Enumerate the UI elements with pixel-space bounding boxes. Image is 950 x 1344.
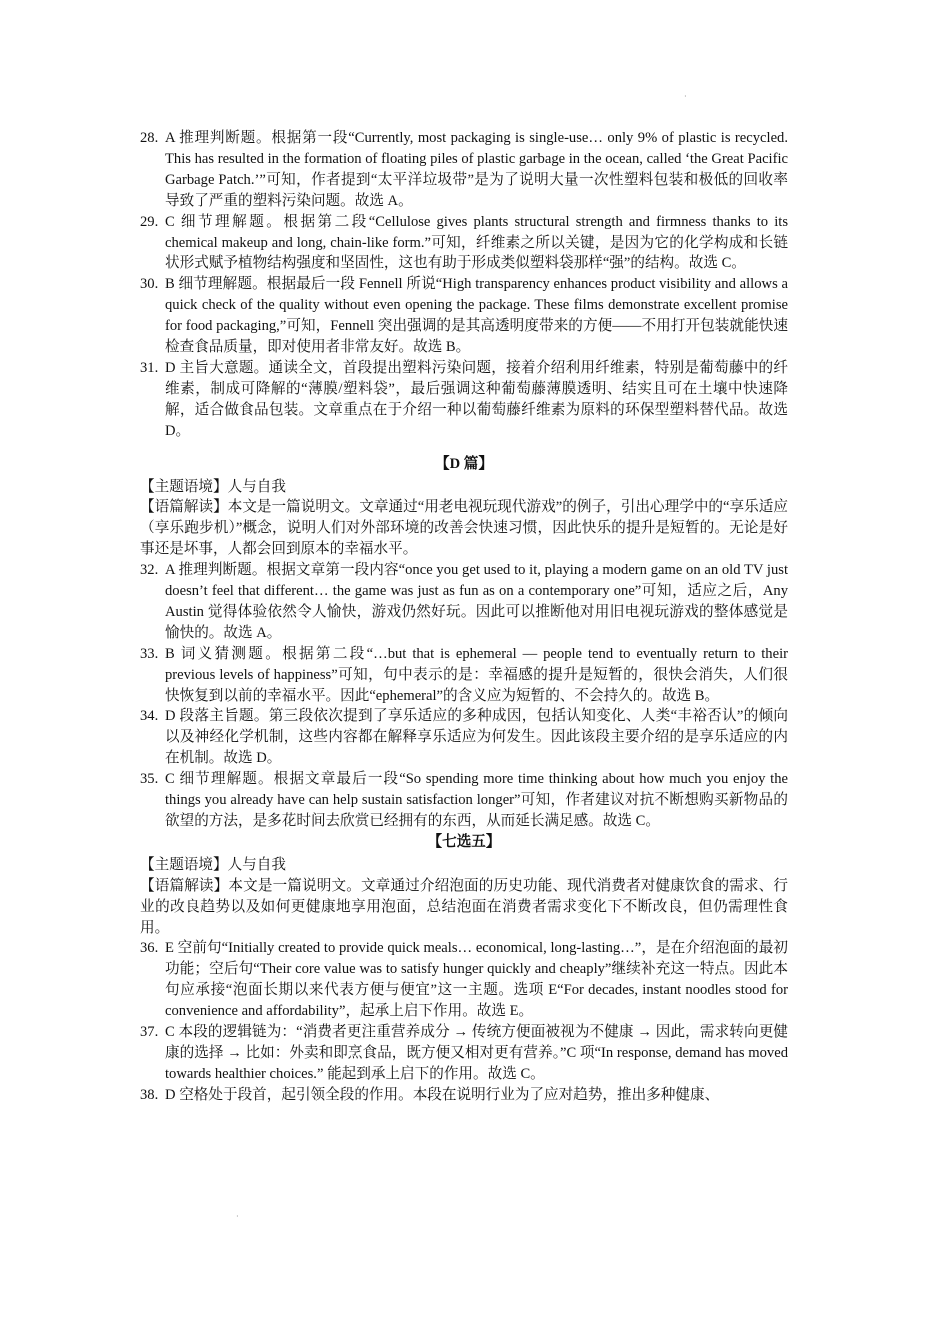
answer-item (140, 644, 788, 707)
answer-explanation: A 推理判断题。根据第一段“Currently, most packaging is single-use… only 9% of plastic is recycled. This has resulted in the formation of floating piles of plastic garbage in the ocean, called ‘the Great Pacific Garbage Patch.’”可知，作者提到“太平洋垃圾带”是为了说明大量一次性塑料包装和极低的回收率导致了严重的塑料污染问题。故选 A。 (165, 130, 788, 209)
section-d-reading: 【语篇解读】本文是一篇说明文。文章通过“用老电视玩现代游戏”的例子，引出心理学中的“享乐适应（享乐跑步机）”概念，说明人们对外部环境的改善会快速习惯，因此快乐的提升是短暂的。无论是好事还是坏事，人都会回到原本的幸福水平。 (140, 499, 788, 558)
answer-explanation: B 细节理解题。根据最后一段 Fennell 所说“High transparency enhances product visibility and allows a quick check of the quality without even opening the package. These films demonstrate excellent promise for food packaging,”可知，Fennell 突出强调的是其高透明度带来的方便——不用打开包装就能快速检查食品质量，即对使用者非常友好。故选 B。 (165, 276, 788, 356)
answer-explanation: A 推理判断题。根据文章第一段内容“once you get used to it, playing a modern game on an old TV just doesn’t feel that different… the game was just as fun as on a contemporary one”可知，适应之后，Any Austin 觉得体验依然令人愉快，游戏仍然好玩。因此可以推断他对用旧电视玩游戏的整体感觉是愉快的。故选 A。 (165, 562, 788, 641)
answer-page (140, 128, 788, 1106)
answer-item (140, 706, 788, 769)
section-c-items (140, 128, 788, 442)
answer-item (140, 1022, 788, 1085)
answer-number: 36. (140, 940, 159, 957)
answer-item (140, 128, 788, 212)
answer-explanation: D 空格处于段首，起引领全段的作用。本段在说明行业为了应对趋势，推出多种健康、 (165, 1086, 720, 1103)
answer-item (140, 212, 788, 275)
answer-explanation: D 主旨大意题。通读全文，首段提出塑料污染问题，接着介绍利用纤维素，特别是葡萄藤中的纤维素，制成可降解的“薄膜/塑料袋”，最后强调这种葡萄藤薄膜透明、结实且可在土壤中快速降解，适合做食品包装。文章重点在于介绍一种以葡萄藤纤维素为原料的环保型塑料替代品。故选 D。 (165, 359, 788, 439)
header-mark: · (684, 92, 687, 101)
answer-item (140, 938, 788, 1022)
footer-mark: · (236, 1212, 239, 1221)
answer-number: 32. (140, 562, 159, 579)
section-q-reading: 【语篇解读】本文是一篇说明文。文章通过介绍泡面的历史功能、现代消费者对健康饮食的需求、行业的改良趋势以及如何更健康地享用泡面，总结泡面在消费者需求变化下不断改良，但仍需理性食用。 (140, 877, 788, 936)
answer-explanation: E 空前句“Initially created to provide quick meals… economical, long-lasting…”，是在介绍泡面的最初功能；空后句“Their core value was to satisfy hunger quickly and cheaply”继续补充这一特点。因此本句应承接“泡面长期以来代表方便与便宜”这一主题。选项 E“For decades, instant noodles stood for convenience and affordability”，起承上启下作用。故选 E。 (165, 940, 788, 1020)
answer-number: 35. (140, 771, 159, 788)
section-d-items (140, 560, 788, 832)
answer-item (140, 358, 788, 442)
answer-number: 30. (140, 276, 159, 293)
answer-item (140, 274, 788, 358)
answer-number: 37. (140, 1024, 159, 1041)
answer-number: 31. (140, 359, 159, 376)
answer-number: 33. (140, 645, 159, 662)
answer-explanation: C 细节理解题。根据文章最后一段“So spending more time thinking about how much you enjoy the things you already have can help sustain satisfaction longer”可知，作者建议对抗不断想购买新物品的欲望的方法，是多花时间去欣赏已经拥有的东西，从而延长满足感。故选 C。 (165, 771, 788, 829)
answer-explanation: C 细节理解题。根据第二段“Cellulose gives plants structural strength and firmness thanks to its chemical makeup and long, chain-like form.”可知，纤维素之所以关键，是因为它的化学构成和长链状形式赋予植物结构强度和坚固性，这也有助于形成类似塑料袋那样“强”的结构。故选 C。 (165, 213, 788, 272)
section-q-items (140, 938, 788, 1105)
answer-item (140, 769, 788, 832)
section-d-theme: 【主题语境】人与自我 (140, 478, 286, 495)
answer-number: 38. (140, 1086, 159, 1103)
section-q-heading: 【七选五】 (427, 833, 501, 850)
answer-explanation: C 本段的逻辑链为：“消费者更注重营养成分 → 传统方便面被视为不健康 → 因此，需求转向更健康的选择 → 比如：外卖和即烹食品，既方便又相对更有营养。”C 项“In response, demand has moved towards healthier choices.” 能起到承上启下的作用。故选 C。 (165, 1024, 788, 1082)
answer-item (140, 1085, 788, 1106)
answer-number: 28. (140, 130, 159, 146)
answer-explanation: B 词义猜测题。根据第二段“…but that is ephemeral — people tend to eventually return to their previous levels of happiness”可知，句中表示的是：幸福感的提升是短暂的，很快会消失，人们很快恢复到以前的幸福水平。因此“ephemeral”的含义应为短暂的、不会持久的。故选 B。 (165, 645, 788, 704)
answer-number: 34. (140, 708, 159, 725)
answer-number: 29. (140, 213, 159, 230)
answer-explanation: D 段落主旨题。第三段依次提到了享乐适应的多种成因，包括认知变化、人类“丰裕否认”的倾向以及神经化学机制，这些内容都在解释享乐适应为何发生。因此该段主要介绍的是享乐适应的内在机制。故选 D。 (165, 708, 788, 767)
answer-item (140, 560, 788, 644)
section-q-theme: 【主题语境】人与自我 (140, 856, 286, 873)
section-d-heading: 【D 篇】 (435, 455, 493, 472)
